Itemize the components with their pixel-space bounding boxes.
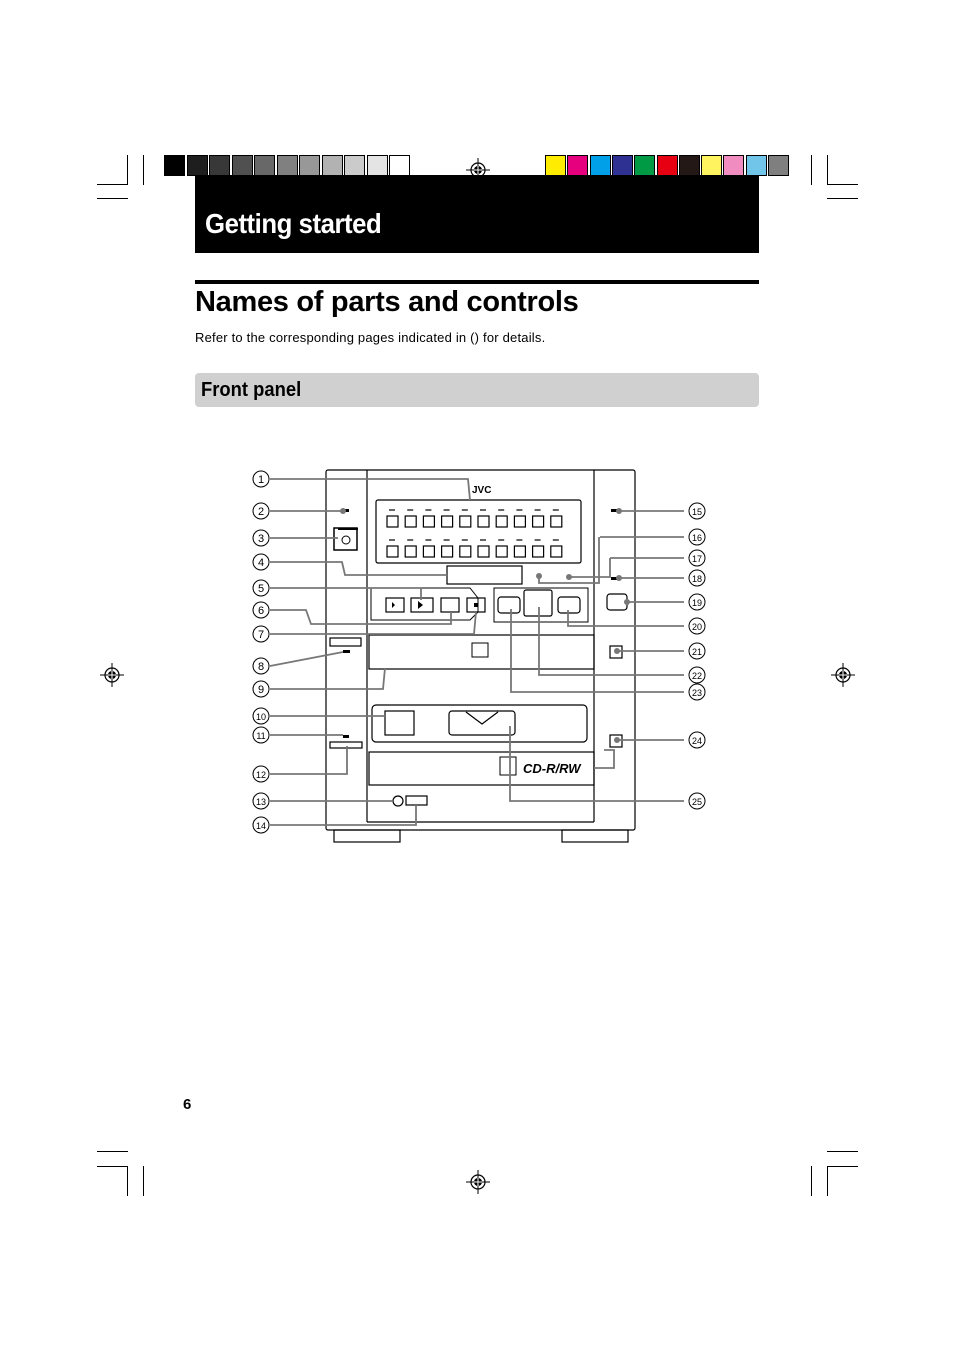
callout-number: 16 bbox=[691, 533, 703, 543]
page-title: Names of parts and controls bbox=[195, 286, 579, 318]
gray-swatch bbox=[344, 155, 365, 176]
registration-mark-icon bbox=[100, 663, 124, 687]
color-swatch bbox=[634, 155, 655, 176]
gray-swatch bbox=[367, 155, 388, 176]
crop-mark bbox=[143, 1166, 144, 1196]
front-panel-diagram bbox=[240, 460, 720, 860]
callout-19 bbox=[689, 594, 705, 610]
callout-7 bbox=[253, 626, 269, 642]
panel-function-button[interactable] bbox=[533, 516, 544, 527]
crop-mark bbox=[827, 184, 858, 185]
panel-function-button[interactable] bbox=[405, 516, 416, 527]
callout-number: 25 bbox=[691, 797, 703, 807]
gray-swatch bbox=[187, 155, 208, 176]
crop-mark bbox=[97, 184, 128, 185]
panel-function-button[interactable] bbox=[387, 516, 398, 527]
intro-text: Refer to the corresponding pages indicated in () for details. bbox=[195, 330, 546, 345]
callout-number: 9 bbox=[257, 684, 265, 696]
callout-3 bbox=[253, 530, 269, 546]
panel-function-button[interactable] bbox=[551, 516, 562, 527]
registration-mark-icon bbox=[831, 663, 855, 687]
callout-24 bbox=[689, 732, 705, 748]
callout-number: 21 bbox=[691, 647, 703, 657]
callout-21 bbox=[689, 643, 705, 659]
callout-18 bbox=[689, 570, 705, 586]
gray-swatch bbox=[232, 155, 253, 176]
gray-swatch bbox=[209, 155, 230, 176]
callout-number: 11 bbox=[256, 731, 266, 741]
callout-15 bbox=[689, 503, 705, 519]
panel-function-button[interactable] bbox=[387, 546, 398, 557]
color-swatch bbox=[545, 155, 566, 176]
callout-number: 1 bbox=[257, 474, 265, 486]
callout-25 bbox=[689, 793, 705, 809]
callout-number: 19 bbox=[691, 598, 703, 608]
section-header bbox=[195, 373, 759, 407]
crop-mark bbox=[811, 1166, 812, 1196]
callout-6 bbox=[253, 602, 269, 618]
callout-number: 2 bbox=[257, 506, 265, 518]
callout-8 bbox=[253, 658, 269, 674]
color-swatch bbox=[590, 155, 611, 176]
callout-13 bbox=[253, 793, 269, 809]
panel-function-button[interactable] bbox=[478, 546, 489, 557]
gray-swatch bbox=[164, 155, 185, 176]
chapter-banner bbox=[195, 175, 759, 253]
callout-number: 22 bbox=[691, 671, 703, 681]
callout-20 bbox=[689, 618, 705, 634]
callout-number: 15 bbox=[691, 507, 703, 517]
title-rule bbox=[195, 280, 759, 284]
crop-mark bbox=[127, 1166, 128, 1196]
gray-swatch bbox=[389, 155, 410, 176]
panel-function-button[interactable] bbox=[496, 546, 507, 557]
callout-number: 4 bbox=[257, 557, 265, 569]
callout-number: 12 bbox=[255, 770, 267, 780]
callout-number: 17 bbox=[691, 554, 703, 564]
page-number: 6 bbox=[183, 1096, 192, 1113]
cdrw-logo: CD-R/RW bbox=[523, 761, 581, 776]
panel-function-button[interactable] bbox=[496, 516, 507, 527]
crop-mark bbox=[827, 1166, 828, 1196]
device-brand-logo: JVC bbox=[472, 485, 492, 496]
callout-12 bbox=[253, 766, 269, 782]
crop-mark bbox=[97, 1151, 128, 1152]
callout-16 bbox=[689, 529, 705, 545]
panel-function-button[interactable] bbox=[478, 516, 489, 527]
color-swatch bbox=[701, 155, 722, 176]
panel-function-button[interactable] bbox=[514, 546, 525, 557]
callout-number: 18 bbox=[691, 574, 703, 584]
callout-number: 8 bbox=[257, 661, 265, 673]
callout-number: 13 bbox=[255, 797, 267, 807]
crop-mark bbox=[127, 155, 128, 185]
crop-mark bbox=[827, 198, 858, 199]
callout-number: 23 bbox=[691, 688, 703, 698]
color-swatch bbox=[612, 155, 633, 176]
callout-17 bbox=[689, 550, 705, 566]
callout-14 bbox=[253, 817, 269, 833]
crop-mark bbox=[97, 1166, 128, 1167]
callout-number: 24 bbox=[691, 736, 703, 746]
gray-swatch bbox=[254, 155, 275, 176]
color-swatch bbox=[768, 155, 789, 176]
callout-5 bbox=[253, 580, 269, 596]
callout-number: 14 bbox=[255, 821, 267, 831]
section-title: Front panel bbox=[201, 379, 302, 401]
callout-2 bbox=[253, 503, 269, 519]
panel-function-button[interactable] bbox=[423, 516, 434, 527]
callout-22 bbox=[689, 667, 705, 683]
callout-4 bbox=[253, 554, 269, 570]
registration-mark-icon bbox=[466, 1170, 490, 1194]
callout-number: 20 bbox=[691, 622, 703, 632]
panel-function-button[interactable] bbox=[423, 546, 434, 557]
panel-function-button[interactable] bbox=[460, 546, 471, 557]
crop-mark bbox=[827, 155, 828, 185]
panel-function-button[interactable] bbox=[442, 546, 453, 557]
color-swatch bbox=[746, 155, 767, 176]
panel-function-button[interactable] bbox=[460, 516, 471, 527]
crop-mark bbox=[97, 198, 128, 199]
color-swatch bbox=[567, 155, 588, 176]
callout-11 bbox=[253, 727, 269, 743]
callout-1 bbox=[253, 471, 269, 487]
callout-number: 5 bbox=[257, 583, 265, 595]
gray-swatch bbox=[299, 155, 320, 176]
callout-number: 3 bbox=[257, 533, 265, 545]
panel-function-button[interactable] bbox=[551, 546, 562, 557]
chapter-title: Getting started bbox=[205, 208, 382, 239]
crop-mark bbox=[143, 155, 144, 185]
color-swatch bbox=[723, 155, 744, 176]
crop-mark bbox=[827, 1166, 858, 1167]
gray-swatch bbox=[322, 155, 343, 176]
crop-mark bbox=[827, 1151, 858, 1152]
panel-function-button[interactable] bbox=[533, 546, 544, 557]
callout-23 bbox=[689, 684, 705, 700]
color-swatch bbox=[657, 155, 678, 176]
callout-number: 10 bbox=[255, 712, 267, 722]
crop-mark bbox=[811, 155, 812, 185]
callout-10 bbox=[253, 708, 269, 724]
callout-9 bbox=[253, 681, 269, 697]
color-swatch bbox=[679, 155, 700, 176]
callout-number: 6 bbox=[257, 605, 265, 617]
callout-number: 7 bbox=[257, 629, 265, 641]
panel-function-button[interactable] bbox=[442, 516, 453, 527]
panel-function-button[interactable] bbox=[405, 546, 416, 557]
panel-function-button[interactable] bbox=[514, 516, 525, 527]
gray-swatch bbox=[277, 155, 298, 176]
